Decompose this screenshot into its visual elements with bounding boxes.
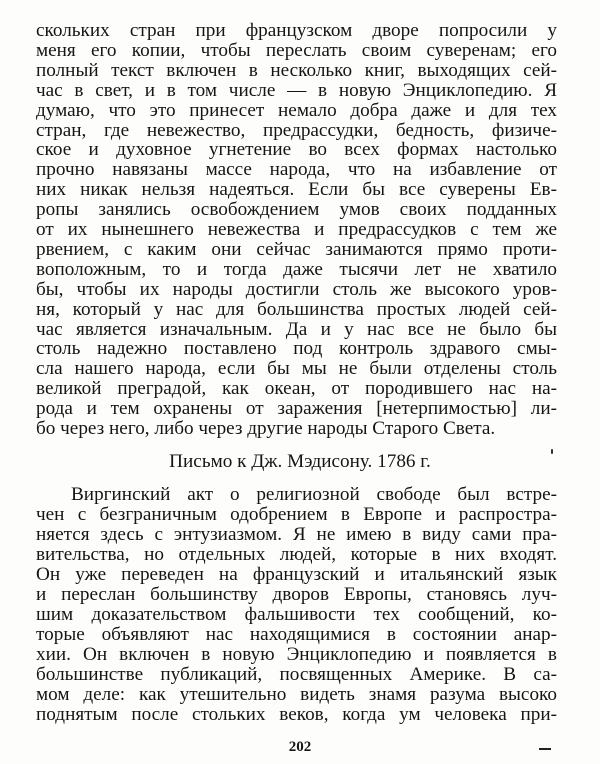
text-line: хии. Он включен в новую Энциклопедию и появляется в xyxy=(36,644,557,665)
text-line: час в свет, и в том числе — в новую Энциклопедию. Я xyxy=(36,79,557,101)
text-line: мом деле: как утешительно видеть знамя разума высоко xyxy=(36,684,557,705)
text-line: стран, где невежество, предрассудки, бедность, физиче- xyxy=(36,119,557,141)
text-line: великой преградой, как океан, от породившего нас на- xyxy=(36,378,557,400)
text-line: рода и тем охранены от заражения [нетерпимостью] ли- xyxy=(36,398,557,420)
print-dash-mark xyxy=(539,748,551,750)
text-line: сла нашего народа, если бы мы не были отделены столь xyxy=(36,358,557,380)
text-line: и переслан большинству дворов Европы, становясь луч- xyxy=(36,584,557,605)
page-number: 202 xyxy=(288,739,312,755)
text-line: от их нынешнего невежества и предрассудков с тем же xyxy=(36,219,557,240)
text-line: няется здесь с энтузиазмом. Я не имею в виду сами пра- xyxy=(36,524,557,545)
text-line: прочно навязаны массе народа, что на избавление от xyxy=(36,159,557,181)
text-line: чен с безграничным одобрением в Европе и распростра- xyxy=(36,504,557,525)
text-line: меня его копии, чтобы переслать своим суверенам; его xyxy=(36,39,557,61)
text-line: торые объявляют нас находящимися в состоянии анар- xyxy=(36,624,557,645)
text-line: ское и духовное угнетение во всех формах настолько xyxy=(36,139,557,161)
text-line: вительства, но отдельных людей, которые в них входят. xyxy=(36,544,557,565)
letter-heading: Письмо к Дж. Мэдисону. 1786 г. xyxy=(169,451,431,472)
text-line: ропы занялись освобождением умов своих подданных xyxy=(36,199,557,221)
text-line: шим доказательством фальшивости тех сообщений, ко- xyxy=(36,604,557,625)
text-line: час является изначальным. Да и у нас все не было бы xyxy=(36,318,557,340)
text-line: рвением, с каким они сейчас занимаются прямо проти- xyxy=(36,238,557,260)
text-line: Он уже переведен на французский и итальянский язык xyxy=(36,564,557,585)
text-line: Виргинский акт о религиозной свободе был встре- xyxy=(71,484,557,505)
text-line: бо через него, либо через другие народы Старого Света. xyxy=(36,418,496,439)
text-line: думаю, что это принесет немало добра даже и для тех xyxy=(36,99,557,121)
print-speck xyxy=(551,449,553,454)
text-line: большинстве публикаций, посвященных Америке. В са- xyxy=(36,664,557,685)
text-line: ня, который у нас для большинства простых людей сей- xyxy=(36,298,557,320)
text-line: полный текст включен в несколько книг, выходящих сей- xyxy=(36,59,557,81)
text-line: скольких стран при французском дворе попросили у xyxy=(36,20,557,41)
text-line: столь надежно поставлено под контроль здравого смы- xyxy=(36,338,557,360)
text-line: бы, чтобы их народы достигли столь же высокого уров- xyxy=(36,278,557,300)
text-line: них никак нельзя надеяться. Если бы все суверены Ев- xyxy=(36,179,557,201)
text-line: воположным, то и тогда даже тысячи лет не хватило xyxy=(36,258,557,280)
text-line: поднятым после стольких веков, когда ум человека при- xyxy=(36,704,557,725)
